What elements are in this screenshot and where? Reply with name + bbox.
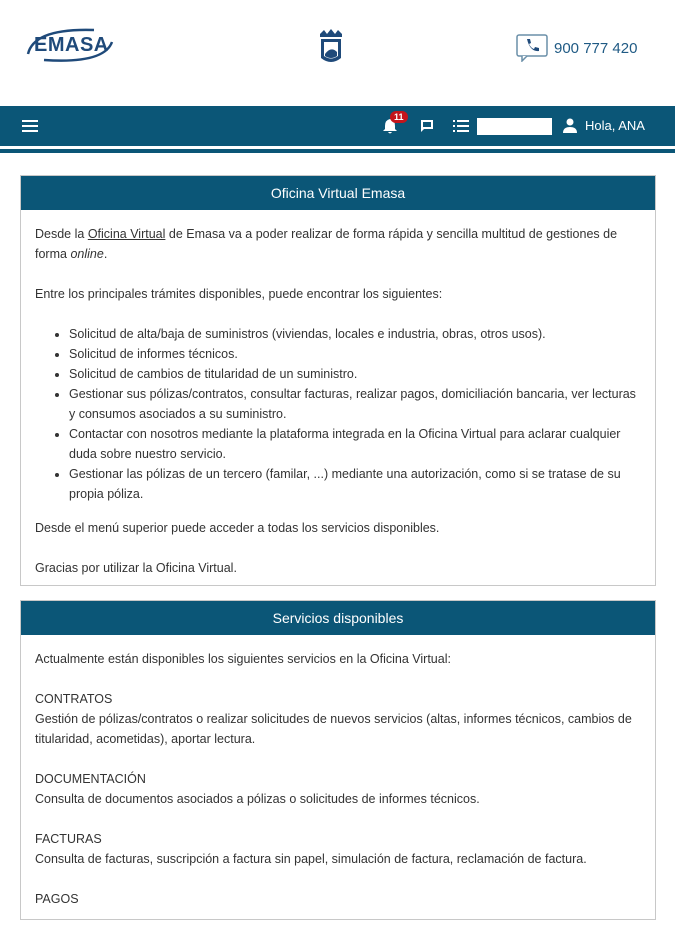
list-item: • Solicitud de alta/baja de suministros (viviendas, locales e industria, obras, otros usos). (69, 324, 641, 344)
list-item: • Gestionar las pólizas de un tercero (familar, ...) mediante una autorización, como si se tratase de su propia póliza. (69, 464, 641, 504)
procedures-list (69, 324, 641, 504)
phone-icon (516, 34, 548, 62)
intro-text: Desde la Oficina Virtual de Emasa va a poder realizar de forma rápida y sencilla multitud de gestiones de forma online. (35, 227, 618, 261)
service-section: DOCUMENTACIÓN Consulta de documentos asociados a pólizas o solicitudes de informes técnicos. (35, 772, 480, 806)
notification-badge: 11 (390, 111, 408, 123)
card-title: Oficina Virtual Emasa (21, 176, 655, 210)
service-section: PAGOS (35, 892, 79, 906)
phone-contact[interactable]: 900 777 420 (516, 34, 637, 62)
user-menu[interactable]: Hola, ANA (563, 118, 645, 133)
lead-text: Entre los principales trámites disponibles, puede encontrar los siguientes: (35, 287, 443, 301)
service-section: CONTRATOS Gestión de pólizas/contratos o realizar solicitudes de nuevos servicios (altas, informes técnicos, cambios de titularidad, acometidas), aportar lectura. (35, 692, 632, 746)
services-card (20, 600, 656, 920)
service-section: FACTURAS Consulta de facturas, suscripción a factura sin papel, simulación de factura, reclamación de factura. (35, 832, 587, 866)
list-icon[interactable] (453, 120, 469, 132)
user-icon (563, 118, 577, 133)
card-title: Servicios disponibles (21, 601, 655, 635)
virtual-office-card (20, 175, 656, 586)
virtual-office-link[interactable]: Oficina Virtual (87, 227, 166, 241)
emasa-logo[interactable]: EMASA (28, 30, 103, 53)
list-item: • Solicitud de informes técnicos. (69, 344, 641, 364)
top-navbar (0, 106, 675, 146)
nav-divider (0, 149, 675, 153)
menu-note: Desde el menú superior puede acceder a todas los servicios disponibles. (35, 521, 440, 535)
site-header (0, 0, 675, 106)
lead-text: Actualmente están disponibles los siguientes servicios en la Oficina Virtual: (35, 652, 451, 666)
list-item: • Gestionar sus pólizas/contratos, consultar facturas, realizar pagos, domiciliación bancaria, ver lecturas y consumos asociados a su suministro. (69, 384, 641, 424)
city-crest-icon (318, 28, 344, 69)
policy-select-input[interactable] (477, 118, 552, 135)
list-item: • Solicitud de cambios de titularidad de un suministro. (69, 364, 641, 384)
thanks-text: Gracias por utilizar la Oficina Virtual. (35, 561, 237, 575)
chat-icon[interactable] (420, 119, 434, 133)
menu-icon[interactable] (22, 120, 38, 132)
list-item: • Contactar con nosotros mediante la plataforma integrada en la Oficina Virtual para aclarar cualquier duda sobre nuestro servicio. (69, 424, 641, 464)
